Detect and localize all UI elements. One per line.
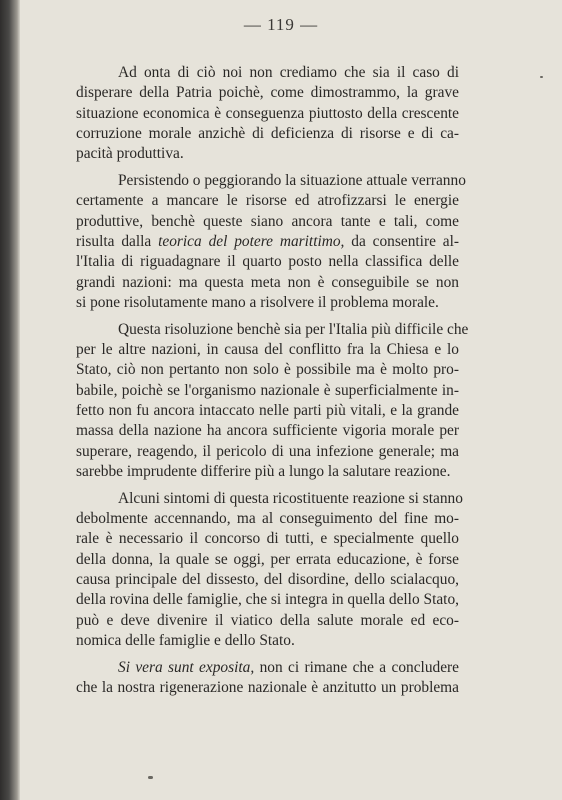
text-line: superare, reagendo, il pericolo di una infezione generale; ma	[76, 442, 459, 460]
text-line: che la nostra rigenerazione nazionale è anzitutto un problema	[76, 678, 459, 696]
text-line: babile, poichè se l'organismo nazionale è superficialmente in-	[76, 381, 459, 399]
text-line: l'Italia di riguadagnare il quarto posto nella classifica delle	[76, 253, 459, 271]
text-line: per le altre nazioni, in causa del conflitto fra la Chiesa e lo	[76, 341, 459, 359]
paper-speck	[540, 76, 543, 78]
paragraph-1	[76, 63, 459, 164]
text-run: da consentire al-	[344, 232, 459, 250]
text-line: può e deve divenire il viatico della salute morale ed eco-	[76, 611, 459, 629]
text-line-with-italic	[76, 658, 459, 678]
text-line: Questa risoluzione benchè sia per l'Italia più difficile che	[118, 320, 469, 338]
text-line: debolmente accennando, ma al conseguimento del fine mo-	[76, 510, 459, 528]
text-line: della donna, la quale se oggi, per errata educazione, è forse	[76, 550, 459, 568]
text-line: fetto non fu ancora intaccato nelle parti più vitali, e la grande	[76, 401, 459, 419]
text-line: nomica delle famiglie e dello Stato.	[76, 631, 295, 649]
paragraph-3	[76, 320, 469, 482]
text-line: produttive, benchè queste siano ancora tante e tali, come	[76, 212, 459, 230]
text-line: della rovina delle famiglie, che si integra in quella dello Stato,	[76, 591, 459, 609]
text-line: causa principale del dissesto, del disordine, dello scialacquo,	[76, 570, 459, 588]
text-line: massa della nazione ha ancora sufficiente vigoria morale per	[76, 422, 459, 440]
body-text	[76, 63, 469, 705]
paper-speck	[148, 776, 153, 779]
paragraph-5	[76, 658, 459, 699]
text-line: pacità produttiva.	[76, 145, 184, 163]
text-line: Ad onta di ciò noi non crediamo che sia il caso di	[118, 64, 459, 81]
text-line: Alcuni sintomi di questa ricostituente reazione si stanno	[118, 489, 463, 507]
text-line: certamente a mancare le risorse ed atrofizzarsi le energie	[76, 192, 459, 210]
text-line: Persistendo o peggiorando la situazione attuale verranno	[118, 172, 466, 190]
text-line: situazione economica è conseguenza piuttosto della crescente	[76, 104, 459, 122]
text-line-with-italic	[76, 232, 459, 252]
page-number: — 119 —	[243, 15, 319, 34]
text-line: Stato, ciò non pertanto non solo è possibile ma è molto pro-	[76, 361, 459, 379]
text-run: non ci rimane che a concludere	[254, 658, 459, 676]
text-line: grandi nazioni: ma questa meta non è conseguibile se non	[76, 273, 459, 291]
text-line: sarebbe imprudente differire più a lungo la salutare reazione.	[76, 462, 451, 480]
text-run: risulta dalla	[76, 232, 159, 250]
text-line: corruzione morale anzichè di deficienza di risorse e di ca-	[76, 124, 459, 142]
text-line: rale è necessario il concorso di tutti, e specialmente quello	[76, 530, 459, 548]
paragraph-4	[76, 489, 463, 651]
text-line: disperare della Patria poichè, come dimostrammo, la grave	[76, 84, 459, 102]
italic-latin-run: Si vera sunt exposita,	[118, 658, 255, 676]
book-spine-shadow	[0, 0, 20, 800]
paragraph-2	[76, 171, 466, 313]
text-line: si pone risolutamente mano a risolvere il problema morale.	[76, 293, 439, 311]
italic-title-run: teorica del potere marittimo,	[158, 232, 345, 250]
